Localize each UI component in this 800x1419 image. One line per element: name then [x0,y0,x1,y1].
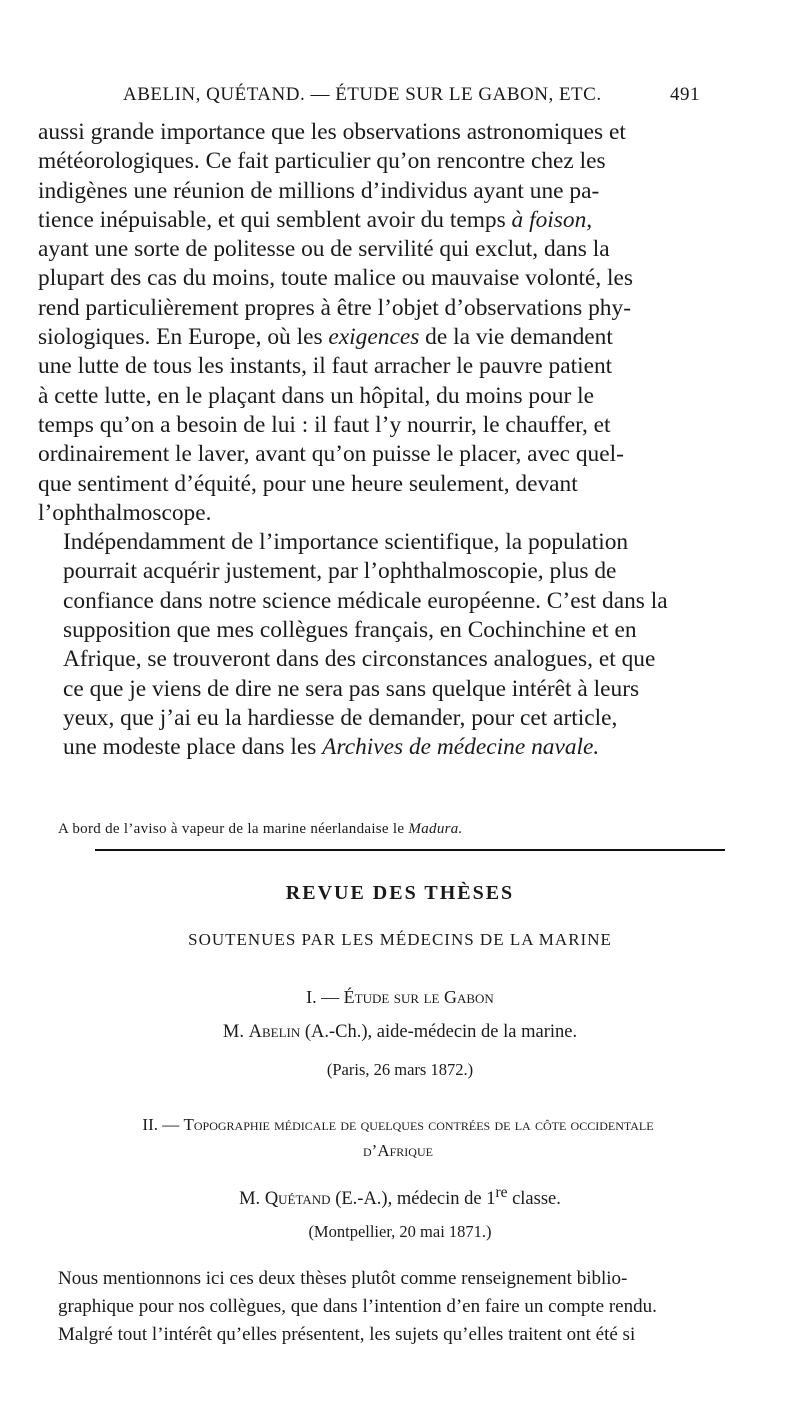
text-line: une lutte de tous les instants, il faut arracher le pauvre patient [38,353,613,380]
author-name: Abelin [248,1022,301,1042]
entry-2-place: (Montpellier, 20 mai 1871.) [308,1222,492,1241]
page-number: 491 [670,84,700,105]
text-line: temps qu’on a besoin de lui : il faut l’y nourrir, le chauffer, et [38,411,611,438]
closing-paragraph [38,1265,738,1349]
text-run: tience inépuisable, et qui semblent avoir du temps [38,206,512,233]
entry-1-author [0,1022,800,1043]
author-details-tail: classe. [507,1189,561,1210]
entry-1-title-text: Étude sur le Gabon [343,987,494,1007]
section-subtitle: SOUTENUES PAR LES MÉDECINS DE LA MARINE [188,930,612,949]
text-line [38,206,738,235]
text-run: siologiques. En Europe, où les [38,324,329,351]
ship-name: Madura. [408,821,463,837]
text-line: confiance dans notre science médicale européenne. C’est dans la [63,587,668,614]
paragraph-2 [38,528,738,762]
author-details: (E.-A.), médecin de 1 [330,1189,496,1210]
entry-1-title [0,987,800,1008]
text-line: ce que je viens de dire ne sera pas sans quelque intérêt à leurs [63,675,640,702]
emphasis-a-foison: à foison, [511,206,593,233]
text-line: yeux, que j’ai eu la hardiesse de demander, pour cet article, [63,704,618,731]
text-line: supposition que mes collègues français, en Cochinchine et en [63,617,637,644]
text-line: indigènes une réunion de millions d’individus ayant une pa- [38,177,600,204]
entry-2-title [38,1112,758,1164]
text-line: rend particulièrement propres à être l’objet d’observations phy- [38,294,631,321]
text-line: ordinairement le laver, avant qu’on puisse le placer, avec quel- [38,441,624,468]
paragraph-1 [38,118,738,528]
section-title: REVUE DES THÈSES [285,882,515,904]
signature-text: A bord de l’aviso à vapeur de la marine néerlandaise le [58,821,409,837]
running-title: ABELIN, QUÉTAND. — ÉTUDE SUR LE GABON, ETC. [123,84,602,105]
text-line: à cette lutte, en le plaçant dans un hôpital, du moins pour le [38,382,595,409]
text-line: Indépendamment de l’importance scientifique, la population [63,529,629,556]
signature-line [58,821,463,838]
paragraph-3 [38,1265,738,1349]
entry-2-title-text: Topographie médicale de quelques contrées de la côte occidentale [183,1115,654,1134]
emphasis-exigences: exigences [328,324,420,351]
text-line: graphique pour nos collègues, que dans l’intention d’en faire un compte rendu. [58,1296,657,1317]
author-prefix: M. [222,1022,244,1042]
ordinal-suffix: re [495,1184,508,1201]
author-details: (A.-Ch.), aide-médecin de la marine. [300,1022,578,1042]
author-prefix: M. [239,1189,261,1210]
entry-1-numeral: I. — [306,987,340,1007]
text-line: Afrique, se trouveront dans des circonstances analogues, et que [63,646,656,673]
entry-1-place: (Paris, 26 mars 1872.) [326,1060,474,1079]
text-line: ayant une sorte de politesse ou de servilité qui exclut, dans la [38,236,610,263]
text-line: pourrait acquérir justement, par l’ophthalmoscopie, plus de [63,558,617,585]
entry-2-numeral: II. — [142,1115,180,1134]
author-name: Quétand [264,1189,331,1210]
emphasis-journal-title: Archives de médecine navale. [322,734,600,761]
text-line: que sentiment d’équité, pour une heure seulement, devant [38,470,578,497]
entry-2-title-line [38,1112,758,1138]
section-divider [95,849,725,851]
text-line: l’ophthalmoscope. [38,499,212,526]
text-line: Nous mentionnons ici ces deux thèses plutôt comme renseignement biblio- [58,1268,628,1289]
text-run: une modeste place dans les [63,734,323,761]
entry-2-author [0,1184,800,1210]
text-line: aussi grande importance que les observations astronomiques et [38,119,626,145]
running-header [0,84,800,114]
text-line [38,733,738,762]
text-line: plupart des cas du moins, toute malice ou mauvaise volonté, les [38,265,634,292]
text-line [38,323,738,352]
text-run: de la vie demandent [419,324,613,351]
body-text [38,118,738,763]
entry-2-title-line: d’Afrique [363,1141,433,1160]
text-line: météorologiques. Ce fait particulier qu’on rencontre chez les [38,148,606,175]
text-line: Malgré tout l’intérêt qu’elles présentent, les sujets qu’elles traitent ont été si [58,1324,636,1345]
